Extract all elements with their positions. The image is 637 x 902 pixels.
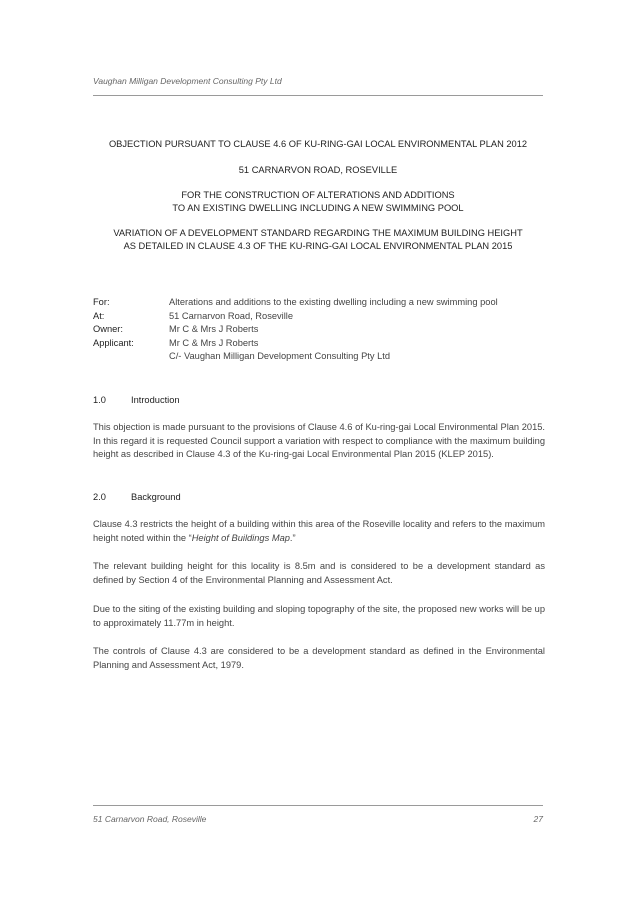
- footer-rule: [93, 805, 543, 806]
- proposal-title-1: FOR THE CONSTRUCTION OF ALTERATIONS AND ADDITIONS: [181, 190, 455, 200]
- document-titles: [93, 138, 543, 253]
- introduction-paragraph: This objection is made pursuant to the provisions of Clause 4.6 of Ku-ring-gai Local Environmental Plan 2015. In this regard it is requested Council support a variation with respect to compliance with the maximum building height as described in Clause 4.3 of the Ku-ring-gai Local Environmental Plan 2015 (KLEP 2015).: [93, 422, 545, 460]
- objection-title: OBJECTION PURSUANT TO CLAUSE 4.6 OF KU-RING-GAI LOCAL ENVIRONMENTAL PLAN 2012: [108, 139, 528, 149]
- background-paragraph-1: [93, 518, 545, 545]
- for-value: Alterations and additions to the existing dwelling including a new swimming pool: [169, 297, 498, 307]
- section-heading-background: [93, 492, 181, 502]
- at-value: 51 Carnarvon Road, Roseville: [169, 310, 294, 321]
- application-details: [93, 296, 545, 364]
- at-label: At:: [93, 310, 105, 321]
- owner-value: Mr C & Mrs J Roberts: [169, 324, 259, 335]
- applicant-name: Mr C & Mrs J Roberts: [169, 337, 259, 348]
- proposal-title-2: TO AN EXISTING DWELLING INCLUDING A NEW SWIMMING POOL: [172, 203, 464, 213]
- variation-title-1: VARIATION OF A DEVELOPMENT STANDARD REGARDING THE MAXIMUM BUILDING HEIGHT: [113, 228, 523, 238]
- variation-title-2: AS DETAILED IN CLAUSE 4.3 OF THE KU-RING-GAI LOCAL ENVIRONMENTAL PLAN 2015: [123, 241, 513, 251]
- section-number: 1.0: [93, 395, 106, 405]
- applicant-agent: C/- Vaughan Milligan Development Consulting Pty Ltd: [169, 351, 391, 362]
- background-paragraph-2: The relevant building height for this locality is 8.5m and is considered to be a development standard as defined by Section 4 of the Environmental Planning and Assessment Act.: [93, 561, 545, 585]
- for-label: For:: [93, 297, 110, 307]
- background-paragraph-3: Due to the siting of the existing building and sloping topography of the site, the proposed new works will be up to approximately 11.77m in height.: [93, 604, 545, 628]
- detail-row-for: [93, 296, 545, 310]
- detail-row-applicant: [93, 337, 545, 364]
- detail-row-at: [93, 310, 545, 324]
- detail-row-owner: [93, 323, 545, 337]
- header-rule: [93, 95, 543, 96]
- map-reference: Height of Buildings Map: [191, 532, 290, 543]
- paragraph-text: Clause 4.3 restricts the height of a building within this area of the Roseville locality and refers to the maximum height noted within the “: [93, 519, 545, 543]
- applicant-label: Applicant:: [93, 337, 134, 348]
- owner-label: Owner:: [93, 324, 123, 335]
- section-title: Introduction: [131, 395, 180, 405]
- section-heading-introduction: [93, 395, 180, 405]
- running-header: Vaughan Milligan Development Consulting Pty Ltd: [93, 76, 282, 86]
- page-number: 27: [533, 814, 543, 824]
- section-number: 2.0: [93, 492, 106, 502]
- section-title: Background: [131, 492, 181, 502]
- paragraph-text: .”: [289, 532, 296, 543]
- footer-address: 51 Carnarvon Road, Roseville: [93, 814, 207, 824]
- background-paragraph-4: The controls of Clause 4.3 are considered to be a development standard as defined in the Environmental Planning and Assessment Act, 1979.: [93, 646, 545, 670]
- applicant-value: [169, 337, 545, 364]
- site-address-title: 51 CARNARVON ROAD, ROSEVILLE: [238, 165, 398, 175]
